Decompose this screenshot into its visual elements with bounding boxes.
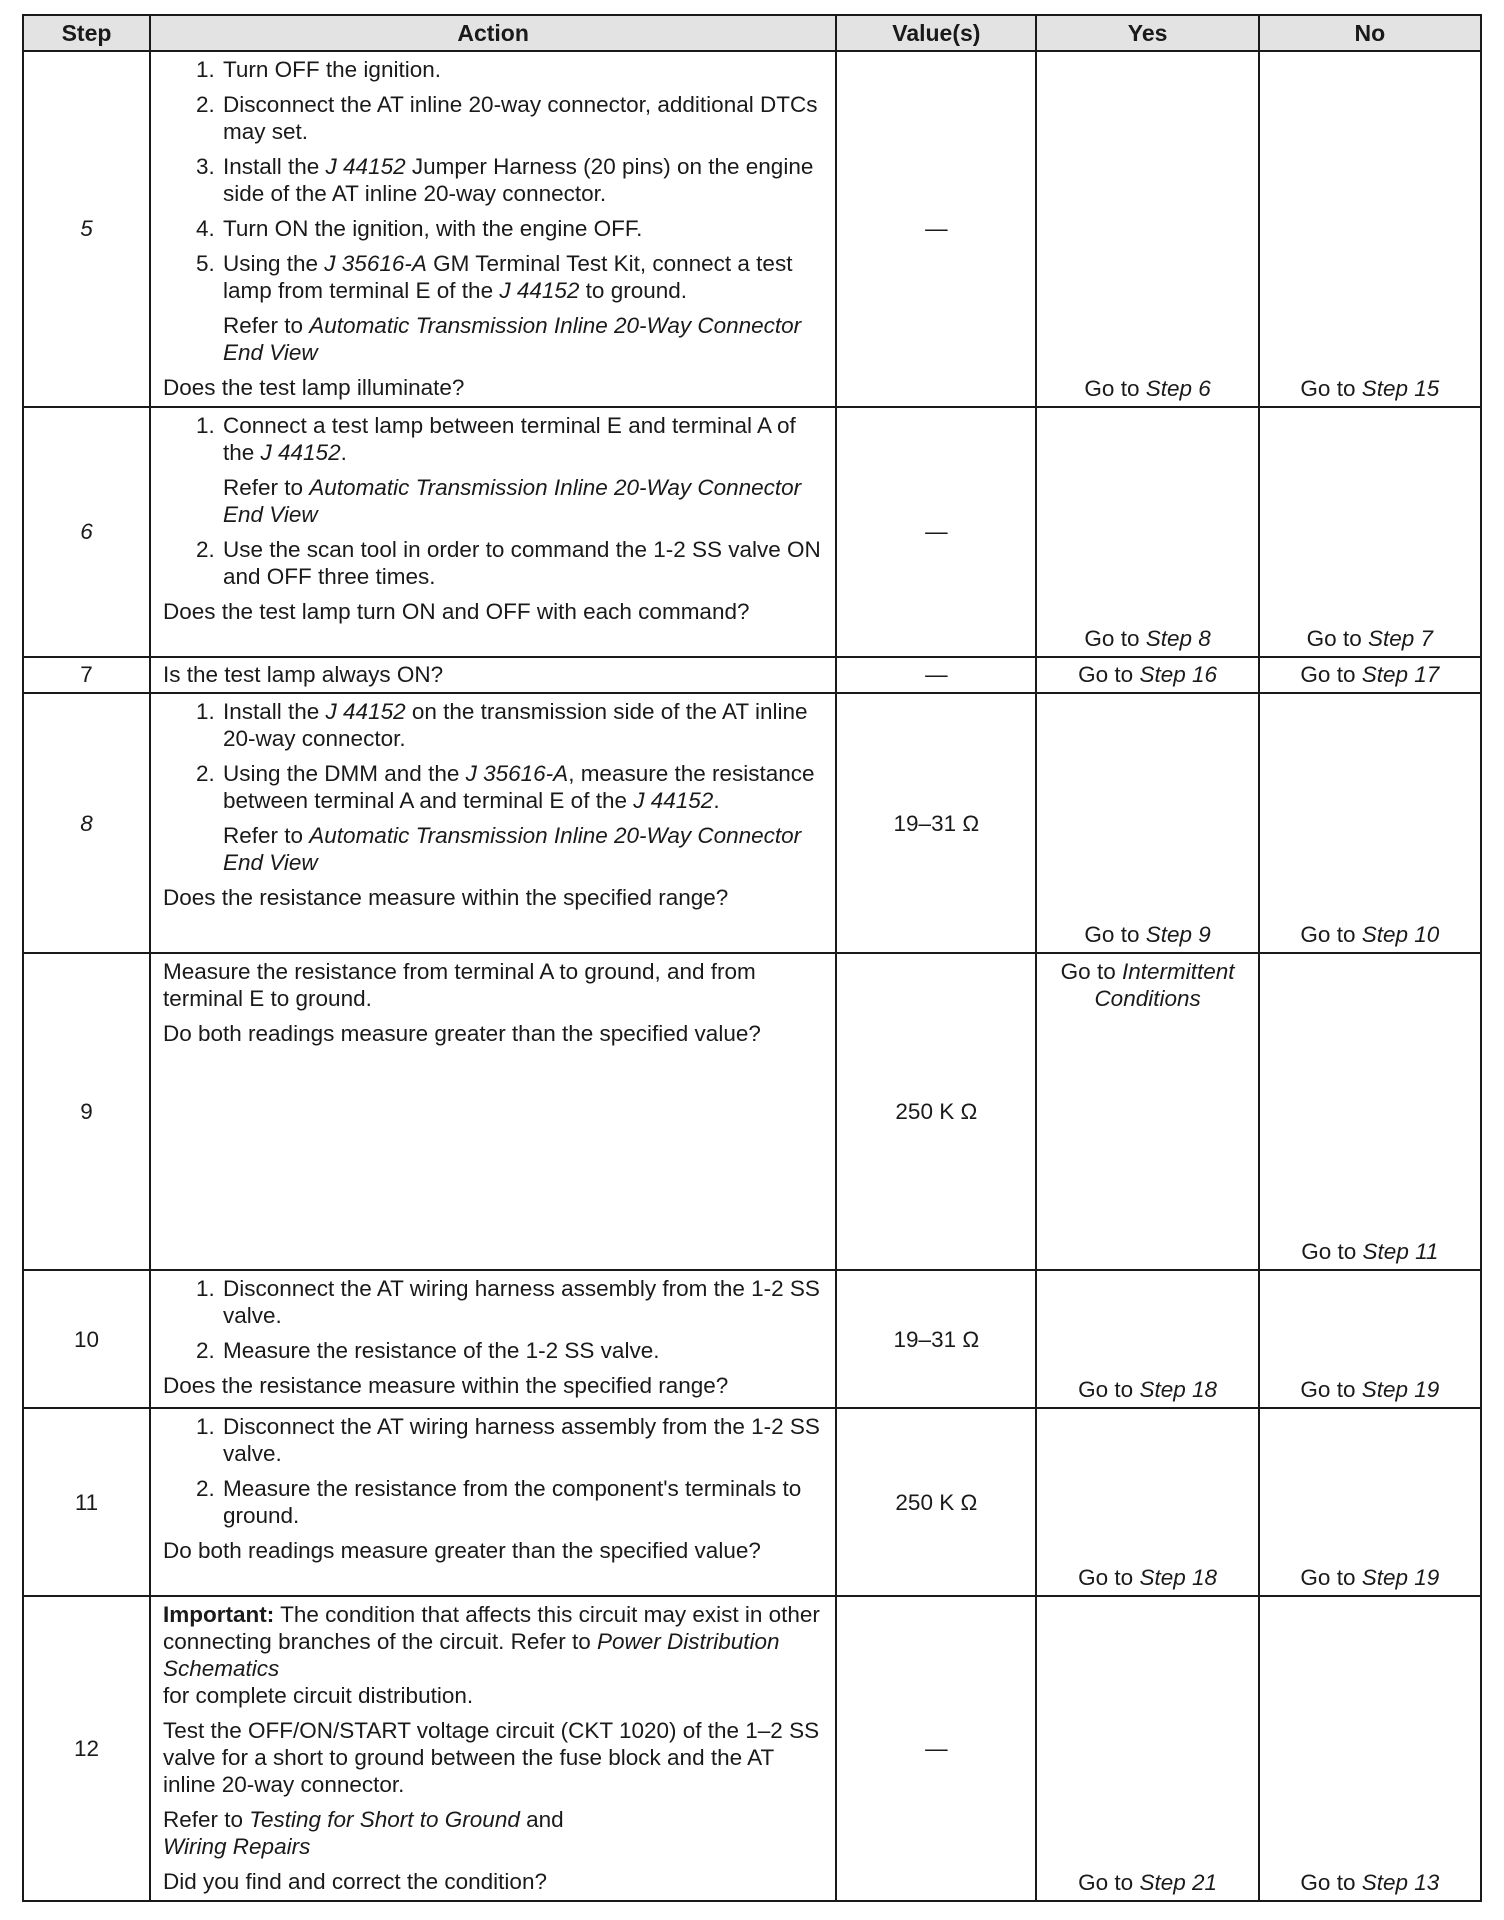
action-cell: [150, 953, 836, 1270]
header-action: Action: [150, 15, 836, 51]
list-item: 2. Disconnect the AT inline 20-way connector, additional DTCs may set.: [221, 91, 825, 145]
action-list: [163, 698, 825, 876]
header-row: [23, 15, 1481, 51]
question: Does the resistance measure within the specified range?: [162, 885, 729, 910]
list-item: 1. Disconnect the AT wiring harness assembly from the 1-2 SS valve.: [221, 1413, 825, 1467]
step-number: 11: [23, 1408, 150, 1596]
list-item: 2. Measure the resistance from the component's terminals to ground.: [221, 1475, 825, 1529]
action-list: [163, 1275, 825, 1364]
value-cell: —: [836, 407, 1036, 657]
action-cell: [150, 1408, 836, 1596]
step-number: 7: [23, 657, 150, 693]
list-item: 2. Use the scan tool in order to command the 1-2 SS valve ON and OFF three times.: [221, 536, 825, 590]
question: Does the resistance measure within the specified range?: [162, 1372, 729, 1398]
table-row: [23, 953, 1481, 1270]
list-item: 2. Using the DMM and the J 35616-A, measure the resistance between terminal A and terminal E of the J 44152. Refer to Automatic Transmission Inline 20-Way Connector End View: [221, 760, 825, 876]
yes-cell: Go to Step 21: [1036, 1596, 1258, 1901]
value-cell: —: [836, 51, 1036, 407]
reference-note: Refer to Automatic Transmission Inline 20-Way Connector End View: [222, 313, 802, 365]
no-cell: Go to Step 11: [1259, 953, 1481, 1270]
value-cell: 250 K Ω: [836, 953, 1036, 1270]
no-cell: Go to Step 10: [1259, 693, 1481, 953]
question: Is the test lamp always ON?: [150, 657, 836, 693]
instruction-text: Measure the resistance from terminal A to ground, and from terminal E to ground.: [162, 959, 756, 1012]
table-row: [23, 1596, 1481, 1901]
list-item: 3. Install the J 44152 Jumper Harness (20 pins) on the engine side of the AT inline 20-way connector.: [221, 153, 825, 207]
yes-cell: Go to Step 8: [1036, 407, 1258, 657]
table-row: [23, 1270, 1481, 1408]
action-cell: [150, 407, 836, 657]
table-row: [23, 693, 1481, 953]
question: Do both readings measure greater than the specified value?: [162, 1538, 761, 1564]
question: Do both readings measure greater than the specified value?: [162, 1021, 761, 1047]
list-item: 2. Measure the resistance of the 1-2 SS valve.: [221, 1337, 825, 1364]
instruction-text: Test the OFF/ON/START voltage circuit (CKT 1020) of the 1–2 SS valve for a short to ground between the fuse block and the AT inline 20-way connector.: [162, 1718, 820, 1798]
no-cell: Go to Step 7: [1259, 407, 1481, 657]
list-item: 1. Connect a test lamp between terminal E and terminal A of the J 44152. Refer to Automatic Transmission Inline 20-Way Connector End View: [221, 412, 825, 528]
step-number: 8: [23, 693, 150, 953]
table-row: [23, 657, 1481, 693]
yes-cell: Go to Intermittent Conditions: [1036, 953, 1258, 1270]
yes-cell: Go to Step 18: [1036, 1270, 1258, 1408]
list-item: 1. Turn OFF the ignition.: [221, 56, 825, 83]
table-row: [23, 407, 1481, 657]
list-item: 1. Install the J 44152 on the transmission side of the AT inline 20-way connector.: [221, 698, 825, 752]
step-number: 9: [23, 953, 150, 1270]
yes-cell: Go to Step 9: [1036, 693, 1258, 953]
value-cell: —: [836, 657, 1036, 693]
no-cell: Go to Step 13: [1259, 1596, 1481, 1901]
question: Did you find and correct the condition?: [162, 1869, 547, 1895]
value-cell: 250 K Ω: [836, 1408, 1036, 1596]
header-step: Step: [23, 15, 150, 51]
important-note: Important: The condition that affects this circuit may exist in other connecting branches of the circuit. Refer to Power Distribution Schematics for complete circuit distribution.: [162, 1602, 820, 1709]
step-number: 10: [23, 1270, 150, 1408]
yes-cell: Go to Step 16: [1036, 657, 1258, 693]
reference-note: Refer to Testing for Short to Ground and Wiring Repairs: [162, 1807, 564, 1860]
question: Does the test lamp illuminate?: [162, 375, 465, 400]
header-values: Value(s): [836, 15, 1036, 51]
table-row: [23, 51, 1481, 407]
action-cell: [150, 1270, 836, 1408]
value-cell: 19–31 Ω: [836, 693, 1036, 953]
important-label: Important:: [162, 1602, 275, 1628]
reference-note: Refer to Automatic Transmission Inline 20-Way Connector End View: [222, 823, 802, 875]
step-number: 12: [23, 1596, 150, 1901]
diagnostic-table: [22, 14, 1482, 1902]
action-list: [163, 412, 825, 590]
action-list: [163, 1413, 825, 1529]
no-cell: Go to Step 15: [1259, 51, 1481, 407]
yes-cell: Go to Step 18: [1036, 1408, 1258, 1596]
list-item: 5. Using the J 35616-A GM Terminal Test Kit, connect a test lamp from terminal E of the J 44152 to ground.: [221, 250, 825, 304]
list-item: 1. Disconnect the AT wiring harness assembly from the 1-2 SS valve.: [221, 1275, 825, 1329]
header-no: No: [1259, 15, 1481, 51]
action-cell: [150, 1596, 836, 1901]
list-item: 4. Turn ON the ignition, with the engine OFF.: [221, 215, 825, 242]
no-cell: Go to Step 19: [1259, 1270, 1481, 1408]
action-cell: [150, 693, 836, 953]
header-yes: Yes: [1036, 15, 1258, 51]
no-cell: Go to Step 17: [1259, 657, 1481, 693]
step-number: 6: [23, 407, 150, 657]
yes-cell: Go to Step 6: [1036, 51, 1258, 407]
step-number: 5: [23, 51, 150, 407]
reference-note: Refer to Automatic Transmission Inline 20-Way Connector End View: [222, 474, 802, 527]
value-cell: 19–31 Ω: [836, 1270, 1036, 1408]
table-row: [23, 1408, 1481, 1596]
action-list: [163, 56, 825, 304]
value-cell: —: [836, 1596, 1036, 1901]
no-cell: Go to Step 19: [1259, 1408, 1481, 1596]
question: Does the test lamp turn ON and OFF with each command?: [162, 598, 750, 624]
action-cell: [150, 51, 836, 407]
